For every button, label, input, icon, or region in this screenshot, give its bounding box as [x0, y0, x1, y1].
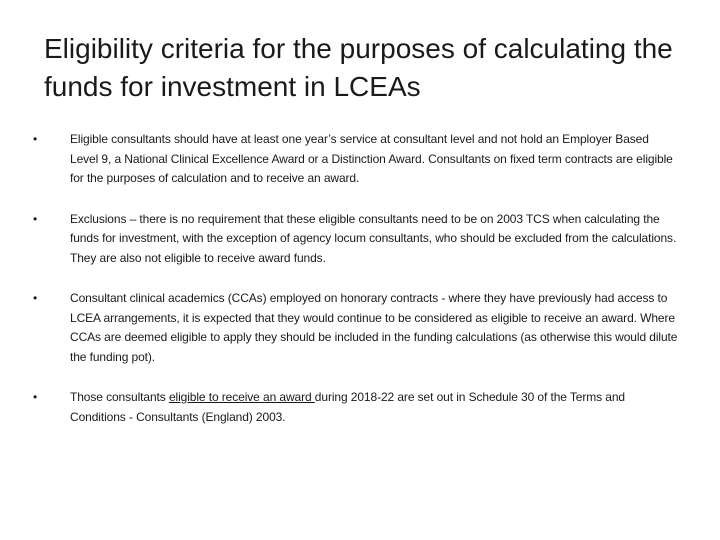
eligible-award-link[interactable]: eligible to receive an award: [168, 390, 315, 404]
bullet-item-eligible-consultants: [0, 130, 720, 189]
bullet-item-exclusions: [0, 210, 720, 269]
bullet-text-before: Those consultants: [70, 390, 169, 404]
bullet-item-schedule-30: [0, 388, 720, 427]
bullet-list: [0, 130, 720, 448]
bullet-item-clinical-academics: [0, 289, 720, 367]
bullet-text-after: during 2018-22 are set out in Schedule 30 of the Terms and Conditions - Consultants (England) 2003.: [70, 390, 625, 424]
bullet-text: [70, 388, 680, 427]
bullet-icon: •: [33, 390, 38, 404]
slide-title: Eligibility criteria for the purposes of calculating the funds for investment in LCEAs: [44, 33, 673, 102]
bullet-icon: •: [33, 291, 38, 305]
bullet-icon: •: [33, 211, 38, 226]
bullet-text: Eligible consultants should have at least one year’s service at consultant level and not hold an Employer Based Level 9, a National Clinical Excellence Award or a Distinction Award. Consultants on fixed term contracts are eligible for the purposes of calculation and to receive an award.: [70, 132, 673, 185]
bullet-text: Consultant clinical academics (CCAs) employed on honorary contracts - where they have previously had access to LCEA arrangements, it is expected that they would continue to be considered as eligible to receive an award. Where CCAs are deemed eligible to apply they should be included in the funding calculations (as otherwise this would dilute the funding pot).: [70, 291, 678, 364]
bullet-icon: •: [33, 132, 38, 146]
bullet-text: Exclusions – there is no requirement that these eligible consultants need to be on 2003 TCS when calculating the funds for investment, with the exception of agency locum consultants, who should be excluded from the calculations. They are also not eligible to receive award funds.: [70, 211, 677, 265]
